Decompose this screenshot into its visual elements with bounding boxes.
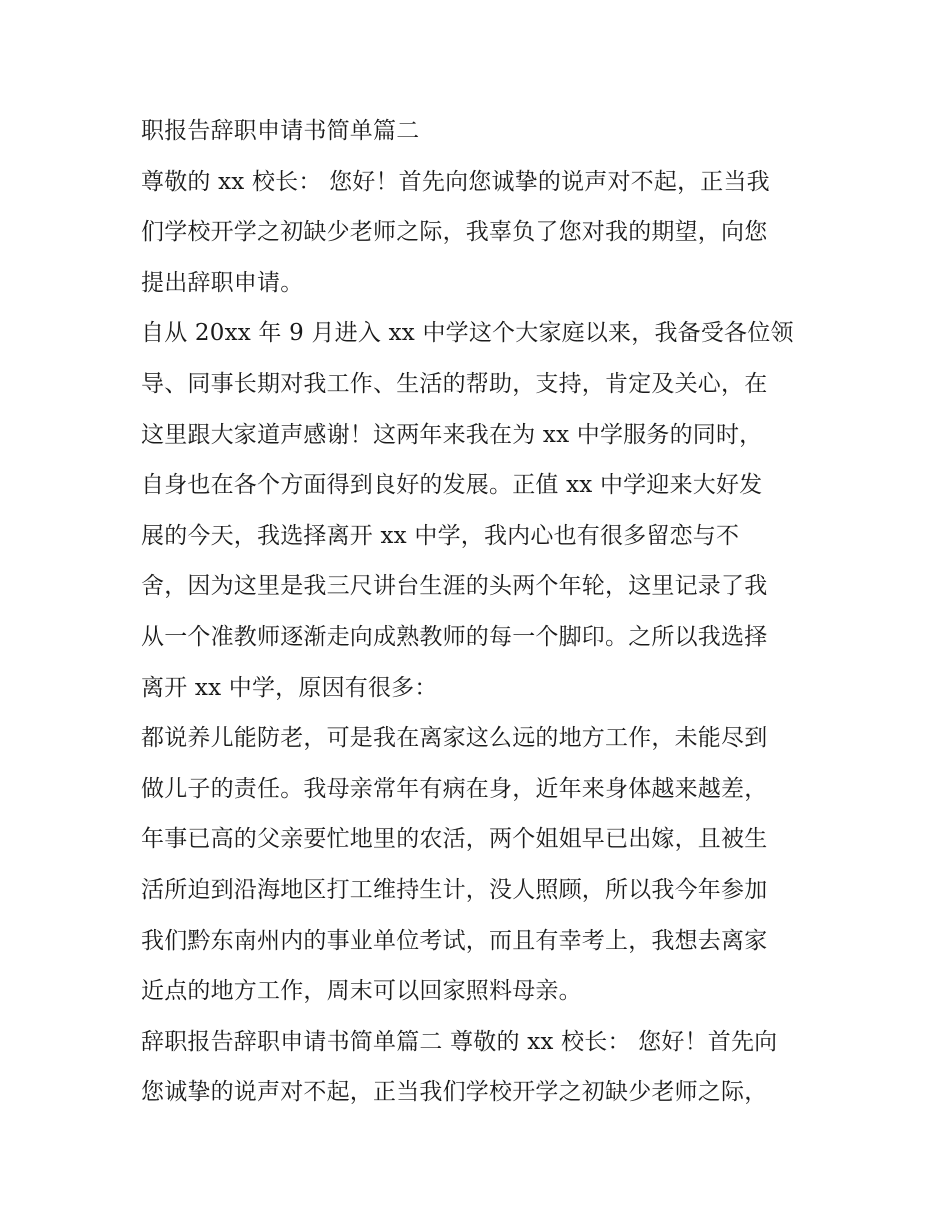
document-heading: 职报告辞职申请书简单篇二 [141,118,420,144]
text-line: 活所迫到沿海地区打工维持生计，没人照顾，所以我今年参加 [141,876,768,903]
text-line: 辞职报告辞职申请书简单篇二 尊敬的 xx 校长： 您好！首先向 [141,1028,778,1055]
text-line: 们学校开学之初缺少老师之际，我辜负了您对我的期望，向您 [141,219,768,246]
text-line: 提出辞职申请。 [141,269,304,296]
text-line: 您诚挚的说声对不起，正当我们学校开学之初缺少老师之际， [141,1079,768,1106]
text-line: 都说养儿能防老，可是我在离家这么远的地方工作，未能尽到 [141,725,768,752]
text-line: 这里跟大家道声感谢！这两年来我在为 xx 中学服务的同时， [141,421,763,448]
text-line: 尊敬的 xx 校长： 您好！首先向您诚挚的说声对不起，正当我 [141,168,770,195]
text-line: 导、同事长期对我工作、生活的帮助，支持，肯定及关心，在 [141,370,768,397]
text-line: 我们黔东南州内的事业单位考试，而且有幸考上，我想去离家 [141,927,768,954]
text-line: 离开 xx 中学，原因有很多： [141,674,438,701]
text-line: 近点的地方工作，周末可以回家照料母亲。 [141,978,582,1005]
text-line: 做儿子的责任。我母亲常年有病在身，近年来身体越来越差， [141,775,768,802]
document-body [141,106,821,1118]
text-line: 从一个准教师逐渐走向成熟教师的每一个脚印。之所以我选择 [141,623,768,650]
text-line: 舍，因为这里是我三尺讲台生涯的头两个年轮，这里记录了我 [141,573,768,600]
text-line: 自从 20xx 年 9 月进入 xx 中学这个大家庭以来，我备受各位领 [141,320,794,347]
text-line: 展的今天，我选择离开 xx 中学，我内心也有很多留恋与不 [141,522,740,549]
text-line: 自身也在各个方面得到良好的发展。正值 xx 中学迎来大好发 [141,472,763,499]
text-line: 年事已高的父亲要忙地里的农活，两个姐姐早已出嫁，且被生 [141,826,768,853]
